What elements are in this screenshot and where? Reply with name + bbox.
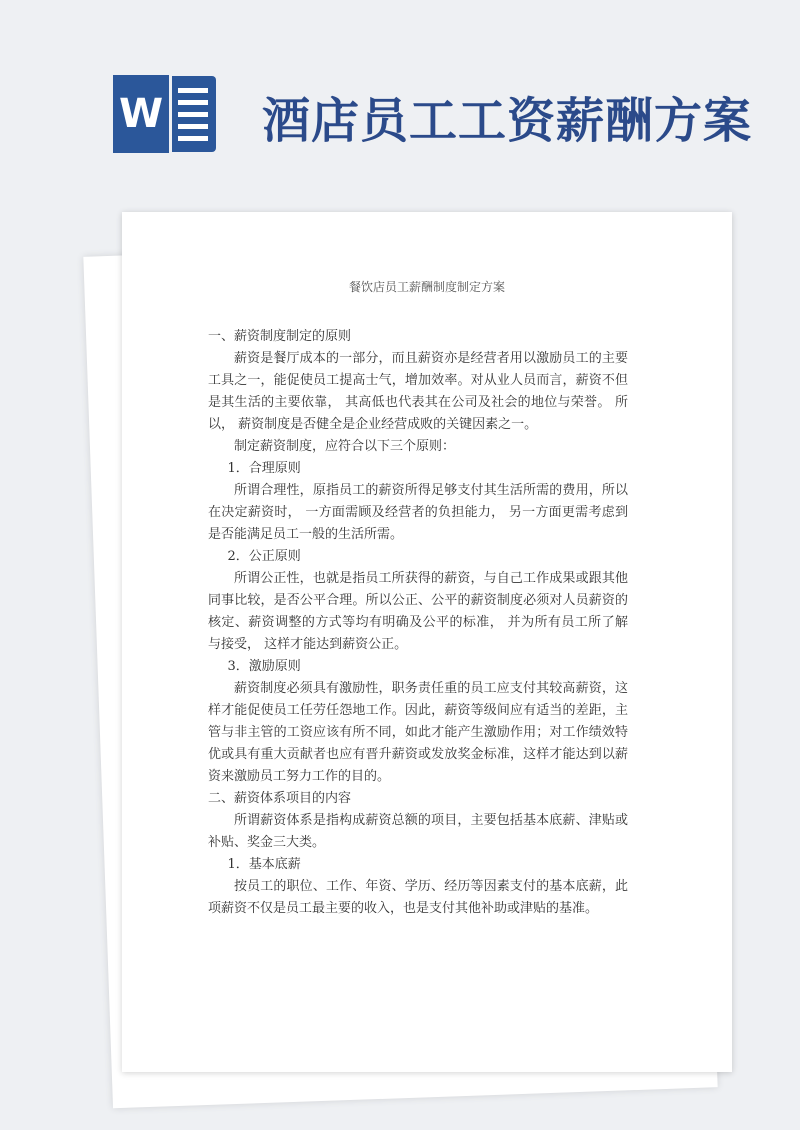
word-icon-letter: W [110, 72, 172, 156]
page-title: 酒店员工工资薪酬方案 [262, 93, 753, 149]
paragraph: 所谓合理性，原指员工的薪资所得足够支付其生活所需的费用，所以在决定薪资时， 一方面需顾及经营者的负担能力， 另一方面更需考虑到是否能满足员工一般的生活所需。 [208, 483, 628, 542]
section-heading: 二、薪资体系项目的内容 [208, 791, 352, 806]
word-icon-line [178, 136, 208, 141]
subheading: 1．合理原则 [227, 461, 301, 476]
subheading: 1．基本底薪 [227, 857, 301, 872]
word-icon-line [178, 88, 208, 93]
paragraph: 制定薪资制度，应符合以下三个原则： [234, 439, 456, 454]
document-title: 餐饮店员工薪酬制度制定方案 [348, 280, 505, 294]
word-icon-line [178, 112, 208, 117]
paragraph: 所谓公正性，也就是指员工所获得的薪资，与自己工作成果或跟其他同事比较，是否公平合理。所以公正、公平的薪资制度必须对人员薪资的核定、薪资调整的方式等均有明确及公平的标准， 并为所有员工所了解与接受， 这样才能达到薪资公正。 [208, 571, 628, 652]
paragraph: 所谓薪资体系是指构成薪资总额的项目，主要包括基本底薪、津贴或补贴、奖金三大类。 [208, 813, 628, 850]
paragraph: 按员工的职位、工作、年资、学历、经历等因素支付的基本底薪，此项薪资不仅是员工最主要的收入，也是支付其他补助或津贴的基准。 [208, 879, 628, 916]
subheading: 3．激励原则 [227, 659, 301, 674]
document-page [122, 212, 732, 1072]
document-body [208, 326, 628, 920]
paragraph: 薪资制度必须具有激励性，职务责任重的员工应支付其较高薪资，这样才能促使员工任劳任怨地工作。因此，薪资等级间应有适当的差距，主管与非主管的工资应该有所不同，如此才能产生激励作用；对工作绩效特优或具有重大贡献者也应有晋升薪资或发放奖金标准，这样才能达到以薪资来激励员工努力工作的目的。 [208, 681, 628, 784]
word-icon-line [178, 124, 208, 129]
word-document-icon [110, 72, 220, 156]
paragraph: 薪资是餐厅成本的一部分，而且薪资亦是经营者用以激励员工的主要工具之一，能促使员工提高士气，增加效率。对从业人员而言，薪资不但是其生活的主要依靠， 其高低也代表其在公司及社会的地位与荣誉。 所以， 薪资制度是否健全是企业经营成败的关键因素之一。 [208, 351, 628, 432]
word-icon-line [178, 100, 208, 105]
section-heading: 一、薪资制度制定的原则 [208, 329, 352, 344]
banner [0, 0, 800, 200]
subheading: 2．公正原则 [227, 549, 301, 564]
